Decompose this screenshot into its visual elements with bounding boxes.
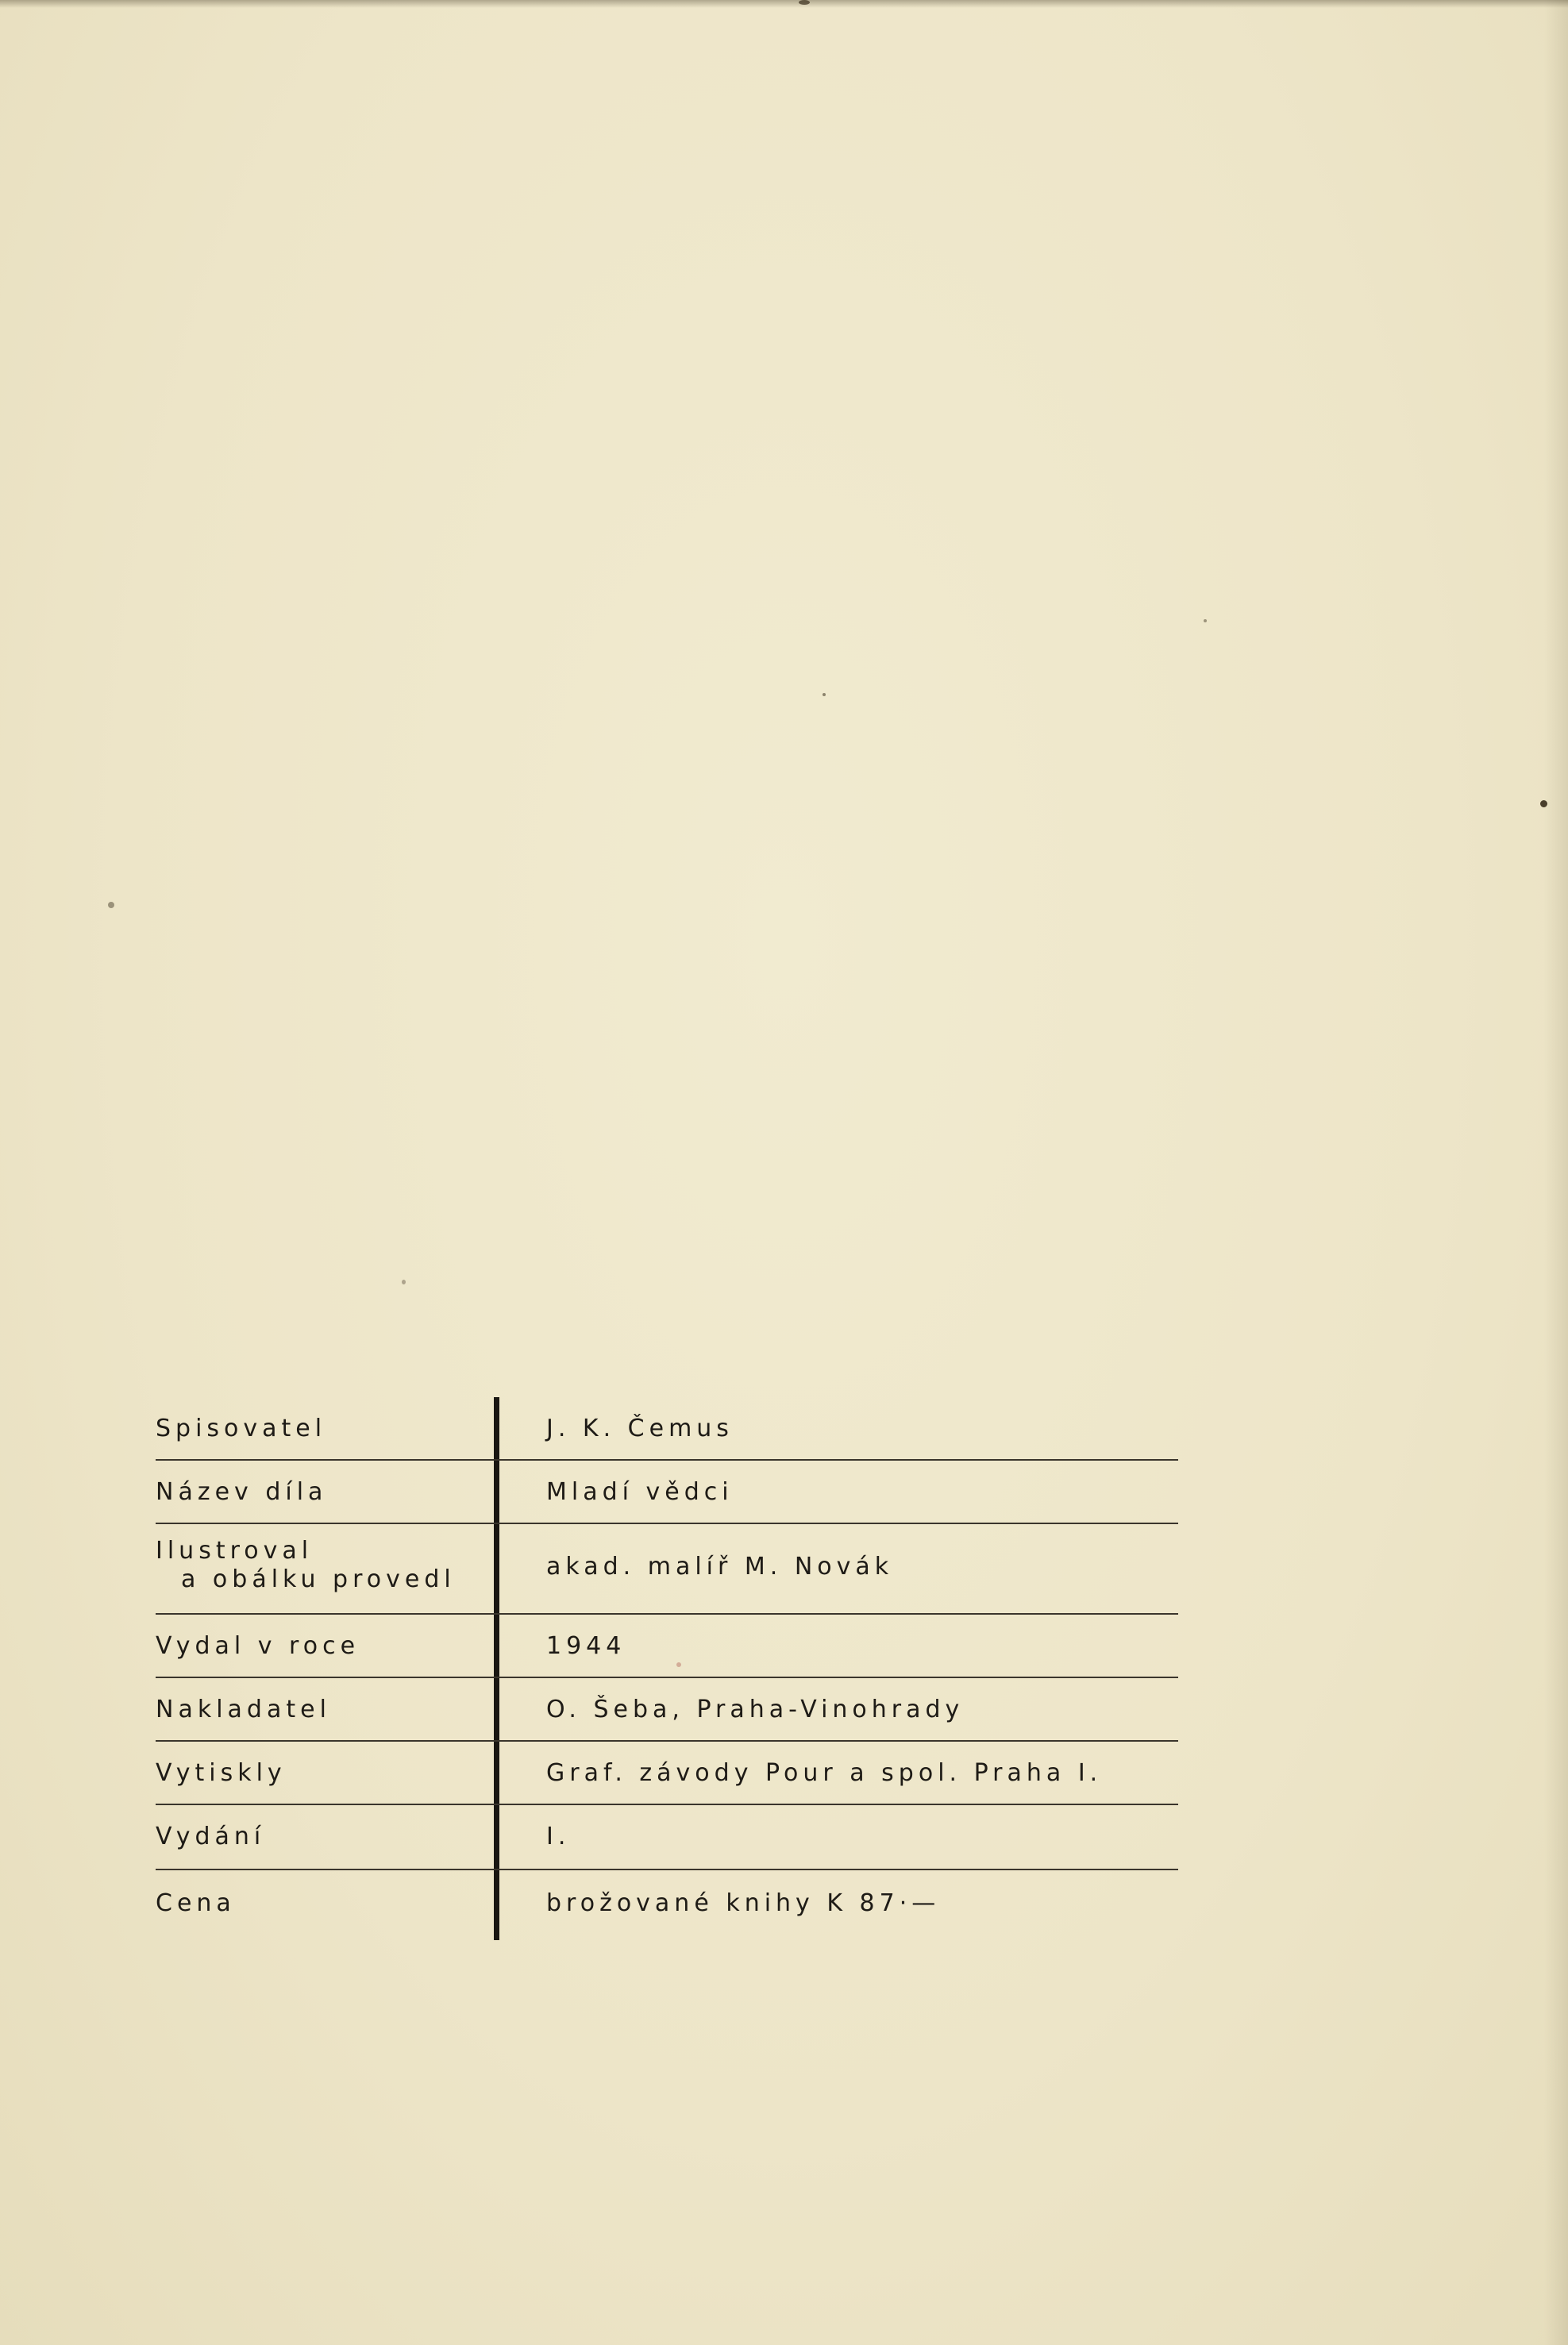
label-title: Název díla <box>156 1478 328 1506</box>
page-top-edge <box>0 0 1568 8</box>
label-illustrator-line1: Ilustroval <box>156 1537 314 1565</box>
value-year: 1944 <box>546 1632 626 1660</box>
paper-speck <box>823 693 826 696</box>
paper-speck <box>402 1280 406 1284</box>
label-publisher: Nakladatel <box>156 1696 331 1723</box>
label-author: Spisovatel <box>156 1415 327 1442</box>
colophon-row-price <box>156 1870 1178 1940</box>
value-price: brožované knihy K 87·— <box>546 1889 941 1917</box>
colophon-table <box>156 1397 1178 1940</box>
label-printer: Vytiskly <box>156 1759 287 1787</box>
value-edition: I. <box>546 1823 571 1850</box>
paper-speck <box>1204 619 1207 622</box>
paper-speck <box>1540 800 1547 807</box>
paper-speck <box>108 902 114 908</box>
label-year: Vydal v roce <box>156 1632 360 1660</box>
colophon-row-publisher <box>156 1678 1178 1742</box>
colophon-row-edition <box>156 1805 1178 1870</box>
label-illustrator-line2: a obálku provedl <box>181 1565 456 1593</box>
label-illustrator <box>156 1537 456 1594</box>
value-illustrator: akad. malíř M. Novák <box>546 1553 894 1581</box>
value-author: J. K. Čemus <box>546 1415 734 1442</box>
colophon-row-title <box>156 1461 1178 1524</box>
page-right-edge <box>1544 0 1568 2345</box>
colophon-row-year <box>156 1615 1178 1678</box>
value-printer: Graf. závody Pour a spol. Praha I. <box>546 1759 1103 1787</box>
paper-speck <box>799 0 810 5</box>
colophon-row-printer <box>156 1742 1178 1805</box>
colophon-row-author <box>156 1397 1178 1461</box>
label-edition: Vydání <box>156 1823 266 1850</box>
label-price: Cena <box>156 1889 236 1917</box>
value-title: Mladí vědci <box>546 1478 734 1506</box>
value-publisher: O. Šeba, Praha-Vinohrady <box>546 1696 965 1723</box>
colophon-row-illustrator <box>156 1524 1178 1615</box>
